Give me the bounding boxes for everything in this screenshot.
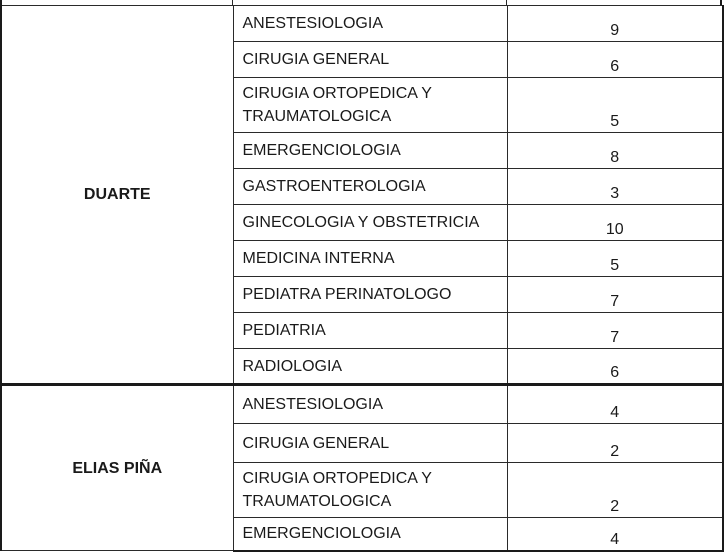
specialty-cell: EMERGENCIOLOGIA (233, 518, 507, 551)
count-cell: 5 (507, 241, 723, 277)
province-cell: DUARTE (1, 6, 233, 385)
specialty-cell: CIRUGIA GENERAL (233, 424, 507, 463)
specialists-table (0, 5, 724, 552)
specialists-table-body (1, 6, 723, 551)
specialty-cell: MEDICINA INTERNA (233, 241, 507, 277)
count-cell: 4 (507, 518, 723, 551)
count-cell: 4 (507, 385, 723, 424)
count-cell: 6 (507, 349, 723, 385)
count-cell: 8 (507, 133, 723, 169)
specialty-cell: CIRUGIA ORTOPEDICA Y TRAUMATOLOGICA (233, 78, 507, 133)
table-row (1, 385, 723, 424)
province-cell: ELIAS PIÑA (1, 385, 233, 551)
count-cell: 2 (507, 463, 723, 518)
specialty-cell: CIRUGIA ORTOPEDICA Y TRAUMATOLOGICA (233, 463, 507, 518)
specialty-cell: PEDIATRA PERINATOLOGO (233, 277, 507, 313)
count-cell: 2 (507, 424, 723, 463)
count-cell: 9 (507, 6, 723, 42)
specialty-cell: GINECOLOGIA Y OBSTETRICIA (233, 205, 507, 241)
count-cell: 5 (507, 78, 723, 133)
specialty-cell: PEDIATRIA (233, 313, 507, 349)
count-cell: 7 (507, 313, 723, 349)
count-cell: 3 (507, 169, 723, 205)
specialty-cell: CIRUGIA GENERAL (233, 42, 507, 78)
count-cell: 7 (507, 277, 723, 313)
count-cell: 6 (507, 42, 723, 78)
specialty-cell: ANESTESIOLOGIA (233, 385, 507, 424)
table-row (1, 6, 723, 42)
specialty-cell: RADIOLOGIA (233, 349, 507, 385)
count-cell: 10 (507, 205, 723, 241)
specialty-cell: ANESTESIOLOGIA (233, 6, 507, 42)
specialty-cell: GASTROENTEROLOGIA (233, 169, 507, 205)
specialty-cell: EMERGENCIOLOGIA (233, 133, 507, 169)
